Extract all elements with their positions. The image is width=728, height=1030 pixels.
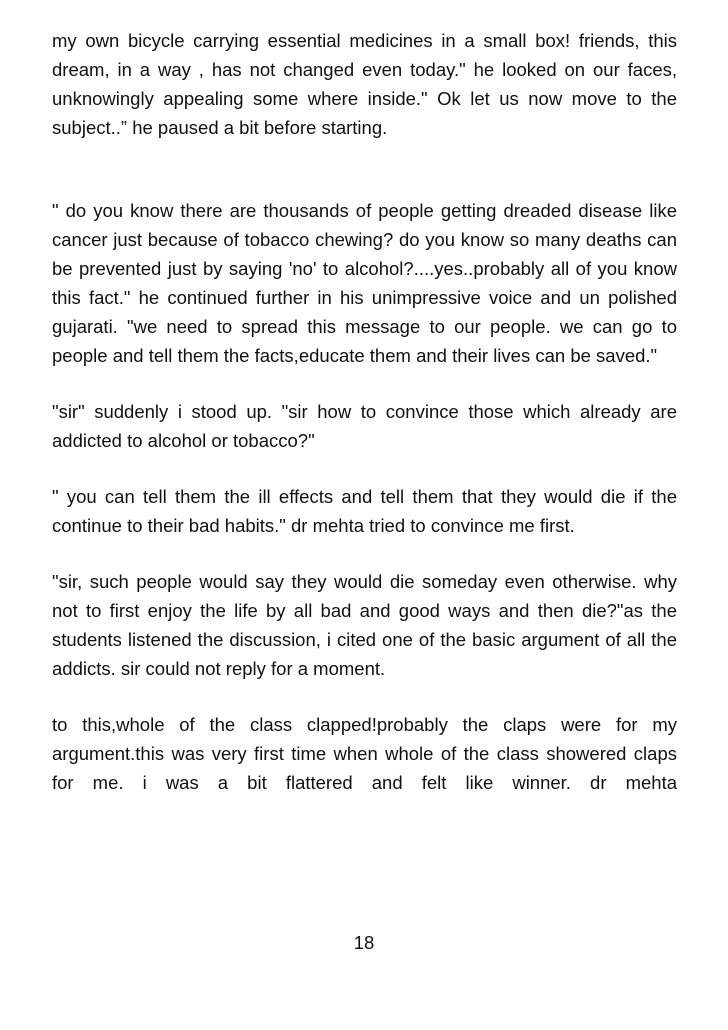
paragraph-class-claps: to this,whole of the class clapped!probably the claps were for my argument.this was very first time when whole of the class showered claps for me. i was a bit flattered and felt like winner. dr mehta [52, 714, 677, 793]
paragraph-spacer [52, 683, 677, 710]
paragraph-spacer [52, 455, 677, 482]
page-number: 18 [353, 932, 375, 953]
paragraph-student-question: "sir" suddenly i stood up. "sir how to convince those which already are addicted to alcohol or tobacco?" [52, 401, 677, 451]
paragraph-spacer [52, 142, 677, 196]
body-text [52, 26, 677, 797]
paragraph-spacer [52, 540, 677, 567]
paragraph-teacher-reply: " you can tell them the ill effects and tell them that they would die if the continue to their bad habits." dr mehta tried to convince me first. [52, 486, 677, 536]
paragraph-spacer [52, 370, 677, 397]
paragraph-dream-story: my own bicycle carrying essential medicines in a small box! friends, this dream, in a way , has not changed even today." he looked on our faces, unknowingly appealing some where inside." Ok let us now move to the subject..” he paused a bit before starting. [52, 30, 677, 138]
paragraph-addict-argument: "sir, such people would say they would die someday even otherwise. why not to first enjoy the life by all bad and good ways and then die?"as the students listened the discussion, i cited one of the basic argument of all the addicts. sir could not reply for a moment. [52, 571, 677, 679]
paragraph-tobacco-facts: " do you know there are thousands of people getting dreaded disease like cancer just because of tobacco chewing? do you know so many deaths can be prevented just by saying 'no' to alcohol?....yes..probably all of you know this fact." he continued further in his unimpressive voice and un polished gujarati. "we need to spread this message to our people. we can go to people and tell them the facts,educate them and their lives can be saved." [52, 200, 677, 366]
